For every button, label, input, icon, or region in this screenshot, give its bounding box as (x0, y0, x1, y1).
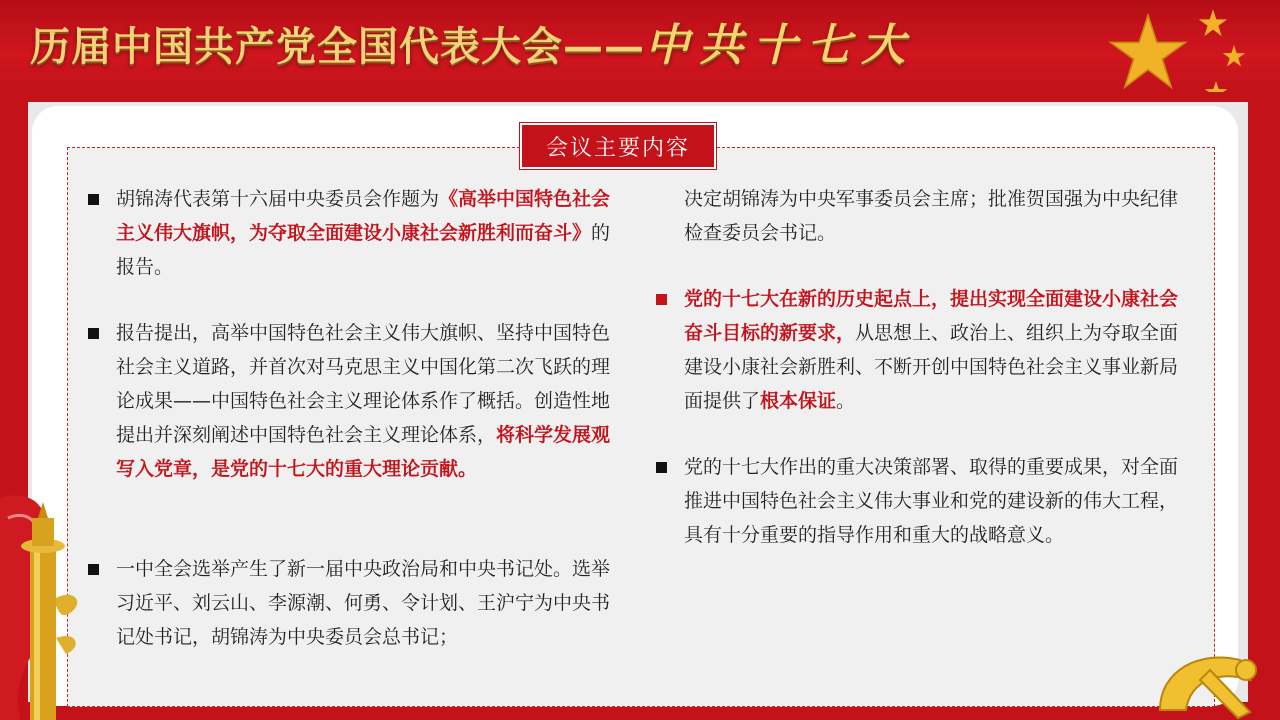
huabiao-pillar-icon (0, 488, 100, 720)
bullet-icon (656, 462, 667, 473)
item-highlight: 将科学发展观写入党章，是党的十七大的重大理论贡献。 (116, 424, 611, 480)
title-dash: —— (563, 23, 645, 70)
content-item (116, 316, 622, 486)
item-highlight: 党的十七大在新的历史起点上，提出实现全面建设小康社会奋斗目标的新要求， (684, 288, 1179, 344)
item-highlight: 根本保证 (760, 390, 837, 412)
item-text: 胡锦涛代表第十六届中央委员会作题为 (116, 188, 440, 210)
content-item (116, 552, 628, 654)
star-icon (1198, 8, 1228, 38)
content-item (684, 450, 1184, 552)
section-header: 会议主要内容 (520, 123, 716, 169)
bullet-icon (656, 294, 667, 305)
item-text: 一中全会选举产生了新一届中央政治局和中央书记处。选举习近平、刘云山、李源潮、何勇、令计划、王沪宁为中央书记处书记，胡锦涛为中央委员会总书记； (116, 558, 611, 648)
item-text: 从思想上、政治上、组织上为夺取全面建设小康社会新胜利、不断开创中国特色社会主义事业新局面提供了 (684, 322, 1179, 412)
item-text: 决定胡锦涛为中央军事委员会主席；批准贺国强为中央纪律检查委员会书记。 (684, 188, 1179, 244)
item-text: 的报告。 (116, 222, 611, 278)
item-text: 报告提出，高举中国特色社会主义伟大旗帜、坚持中国特色社会主义道路，并首次对马克思主义中国化第二次飞跃的理论成果——中国特色社会主义理论体系作了概括。创造性地提出并深刻阐述中国特色社会主义理论体系， (116, 322, 611, 446)
item-text: 党的十七大作出的重大决策部署、取得的重要成果，对全面推进中国特色社会主义伟大事业和党的建设新的伟大工程，具有十分重要的指导作用和重大的战略意义。 (684, 456, 1179, 546)
star-icon (1222, 44, 1246, 68)
content-item (116, 182, 622, 284)
title-sub: 中共十七大 (645, 20, 915, 71)
content-item (684, 182, 1184, 250)
bullet-icon (88, 328, 99, 339)
star-icon (1108, 12, 1188, 92)
item-text: 。 (836, 390, 856, 412)
page-title (30, 18, 915, 75)
content-item (684, 282, 1184, 418)
party-emblem-icon (1150, 640, 1270, 720)
item-highlight: 《高举中国特色社会主义伟大旗帜，为夺取全面建设小康社会新胜利而奋斗》 (116, 188, 611, 244)
bullet-icon (88, 194, 99, 205)
title-main: 历届中国共产党全国代表大会 (30, 23, 563, 70)
